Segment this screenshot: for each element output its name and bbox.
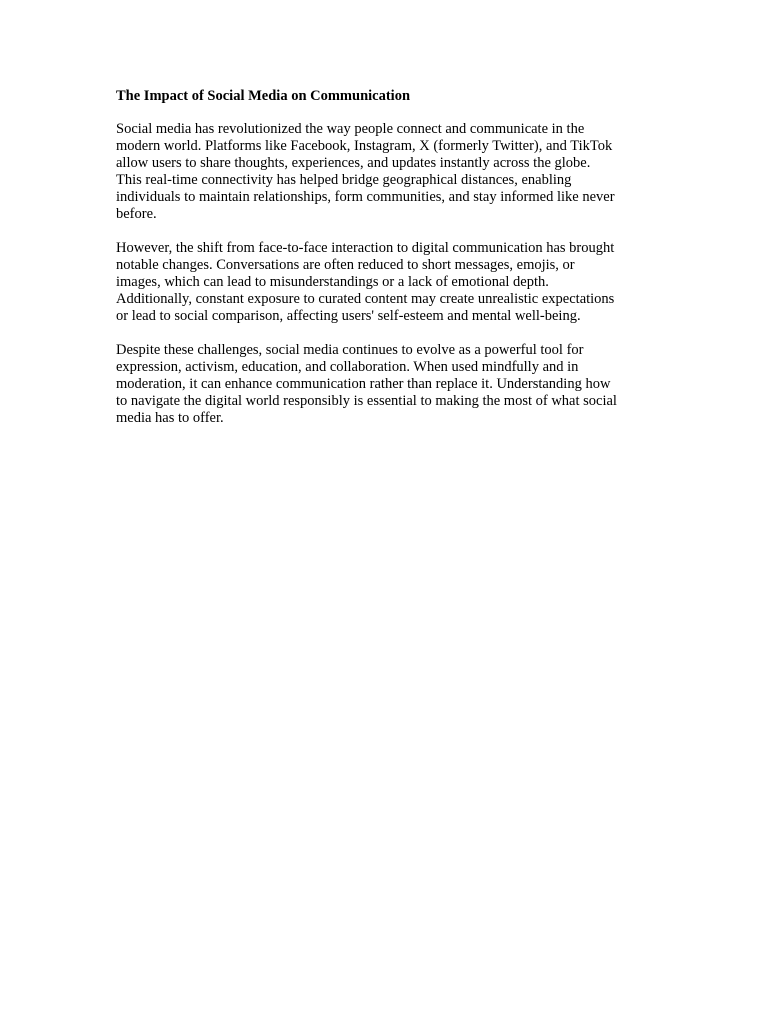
paragraph-line: images, which can lead to misunderstandings or a lack of emotional depth. xyxy=(116,274,549,290)
paragraph-3 xyxy=(116,342,662,427)
paragraph-line: This real-time connectivity has helped bridge geographical distances, enabling xyxy=(116,172,572,188)
paragraph-line: Additionally, constant exposure to curated content may create unrealistic expectations xyxy=(116,291,615,307)
paragraph-line: moderation, it can enhance communication rather than replace it. Understanding how xyxy=(116,376,611,392)
paragraph-line: However, the shift from face-to-face interaction to digital communication has brought xyxy=(116,240,615,256)
paragraph-line: allow users to share thoughts, experiences, and updates instantly across the globe. xyxy=(116,155,591,171)
paragraph-line: to navigate the digital world responsibly is essential to making the most of what social xyxy=(116,393,617,409)
document-body xyxy=(116,88,662,444)
paragraph-line: Social media has revolutionized the way people connect and communicate in the xyxy=(116,121,585,137)
paragraph-line: media has to offer. xyxy=(116,410,224,426)
paragraph-2 xyxy=(116,240,662,325)
paragraph-line: expression, activism, education, and collaboration. When used mindfully and in xyxy=(116,359,579,375)
paragraph-line: or lead to social comparison, affecting users' self-esteem and mental well-being. xyxy=(116,308,581,324)
paragraph-line: notable changes. Conversations are often reduced to short messages, emojis, or xyxy=(116,257,575,273)
paragraph-line: individuals to maintain relationships, form communities, and stay informed like never xyxy=(116,189,615,205)
paragraph-line: modern world. Platforms like Facebook, Instagram, X (formerly Twitter), and TikTok xyxy=(116,138,613,154)
paragraph-1 xyxy=(116,121,662,223)
paragraph-line: Despite these challenges, social media continues to evolve as a powerful tool for xyxy=(116,342,584,358)
paragraph-line: before. xyxy=(116,206,157,222)
document-title: The Impact of Social Media on Communication xyxy=(116,88,411,104)
